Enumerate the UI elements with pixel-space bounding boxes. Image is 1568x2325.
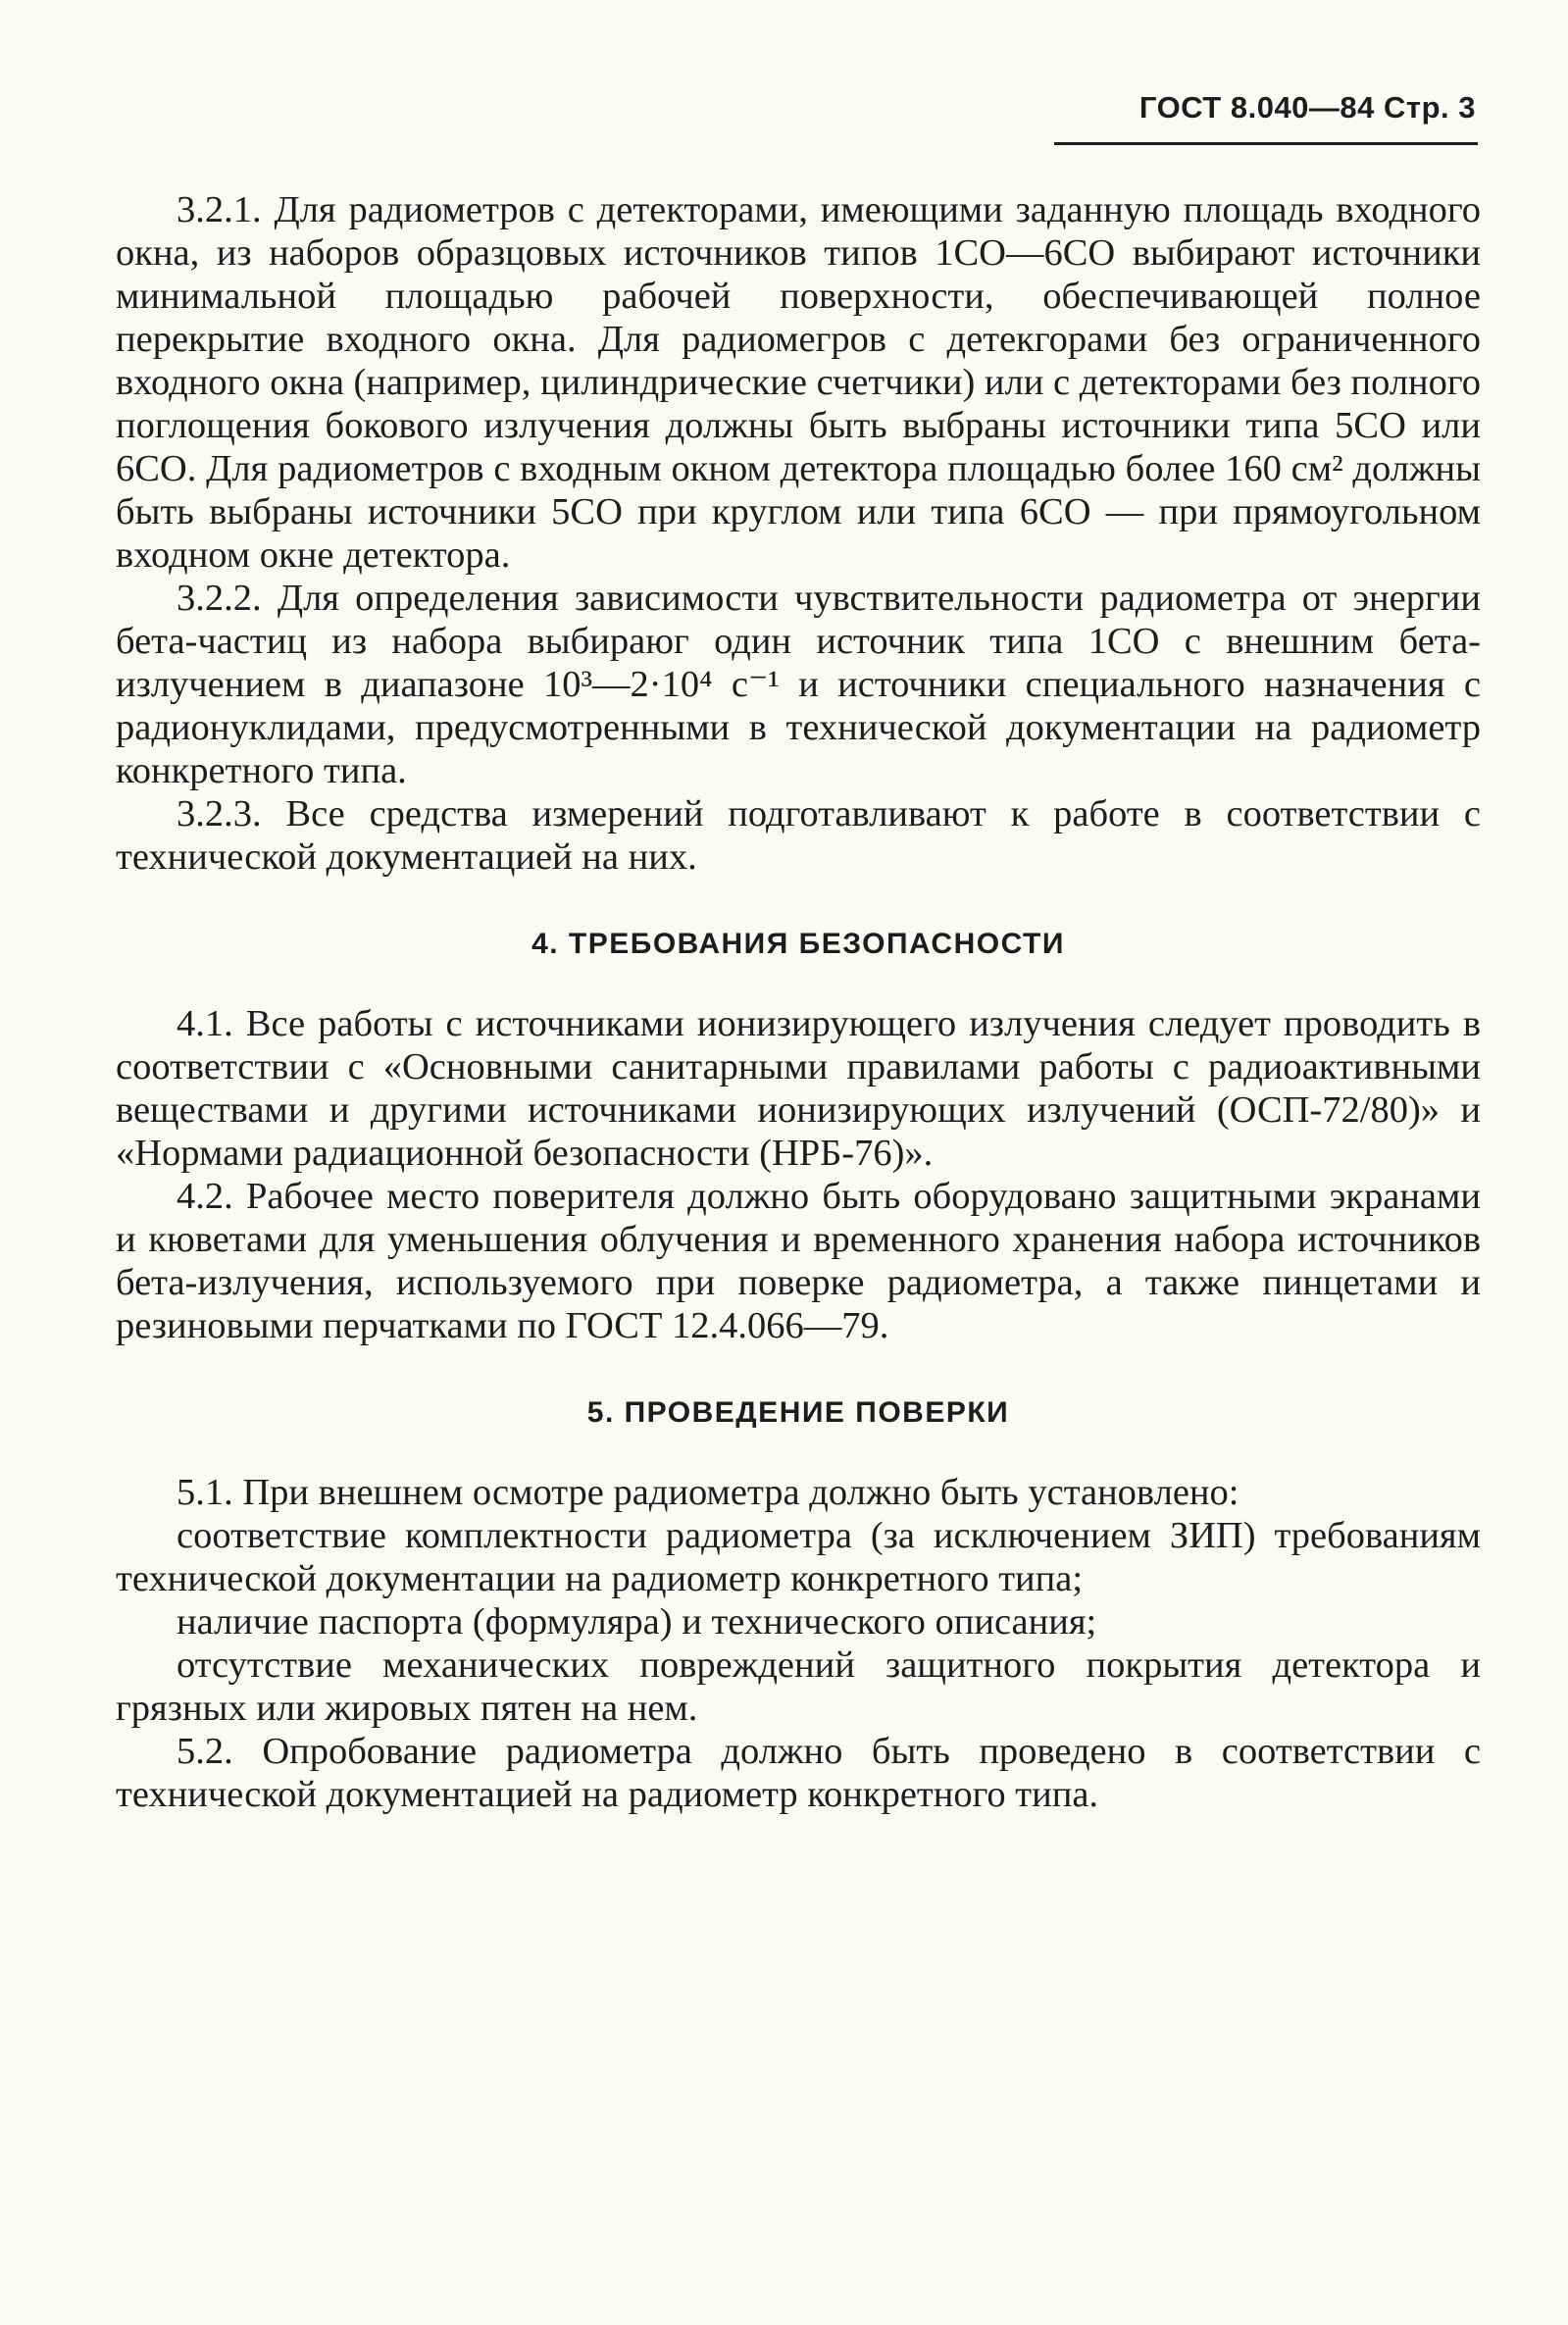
section-title-safety: 4. ТРЕБОВАНИЯ БЕЗОПАСНОСТИ xyxy=(531,928,1065,960)
page-header: ГОСТ 8.040—84 Стр. 3 xyxy=(1138,90,1476,125)
paragraph-5-1-passport: наличие паспорта (формуляра) и технического описания; xyxy=(177,1601,1097,1643)
paragraph-4-2: 4.2. Рабочее место поверителя должно быть оборудовано защитными экранами и кюветами для уменьшения облучения и временного хранения набора источников бета-излучения, используемого при поверке радиометра, а также пинцетами и резиновыми перчатками по ГОСТ 12.4.066—79. xyxy=(116,1176,1481,1346)
header-rule xyxy=(1054,142,1478,145)
paragraph-4-1: 4.1. Все работы с источниками ионизирующего излучения следует проводить в соответствии с «Основными санитарными правилами работы с радиоактивными веществами и другими источниками ионизирующих излучений (ОСП-72/80)» и «Нормами радиационной безопасности (НРБ-76)». xyxy=(116,1003,1481,1174)
paragraph-3-2-1: 3.2.1. Для радиометров с детекторами, имеющими заданную площадь входного окна, из наборов образцовых источников типов 1СО—6СО выбирают источники минимальной площадью рабочей поверхности, обеспечивающей полное перекрытие входного окна. Для радиомегров с детекгорами без ограниченного входного окна (например, цилиндрические счетчики) или с детекторами без полного поглощения бокового излучения должны быть выбраны источники типа 5СО или 6СО. Для радиометров с входным окном детектора площадью более 160 см² должны быть выбраны источники 5СО при круглом или типа 6СО — при прямоугольном входном окне детектора. xyxy=(116,189,1481,576)
paragraph-5-1: 5.1. При внешнем осмотре радиометра должно быть установлено: xyxy=(177,1472,1239,1513)
paragraph-3-2-3: 3.2.3. Все средства измерений подготавливают к работе в соответствии с технической документацией на них. xyxy=(116,793,1481,878)
document-body xyxy=(116,188,1481,1816)
paragraph-5-2: 5.2. Опробование радиометра должно быть проведено в соответствии с технической документацией на радиометр конкретного типа. xyxy=(116,1731,1481,1815)
paragraph-3-2-2: 3.2.2. Для определения зависимости чувствительности радиометра от энергии бета-частиц из набора выбираюг один источник типа 1СО с внешним бета-излучением в диапазоне 10³—2·10⁴ с⁻¹ и источники специального назначения с радионуклидами, предусмотренными в технической документации на радиометр конкретного типа. xyxy=(116,578,1481,791)
section-title-verification: 5. ПРОВЕДЕНИЕ ПОВЕРКИ xyxy=(586,1396,1010,1429)
paragraph-5-1-completeness: соответствие комплектности радиометра (за исключением ЗИП) требованиям технической документации на радиометр конкретного типа; xyxy=(116,1515,1481,1599)
paragraph-5-1-damage: отсутствие механических повреждений защитного покрытия детектора и грязных или жировых пятен на нем. xyxy=(116,1644,1481,1729)
